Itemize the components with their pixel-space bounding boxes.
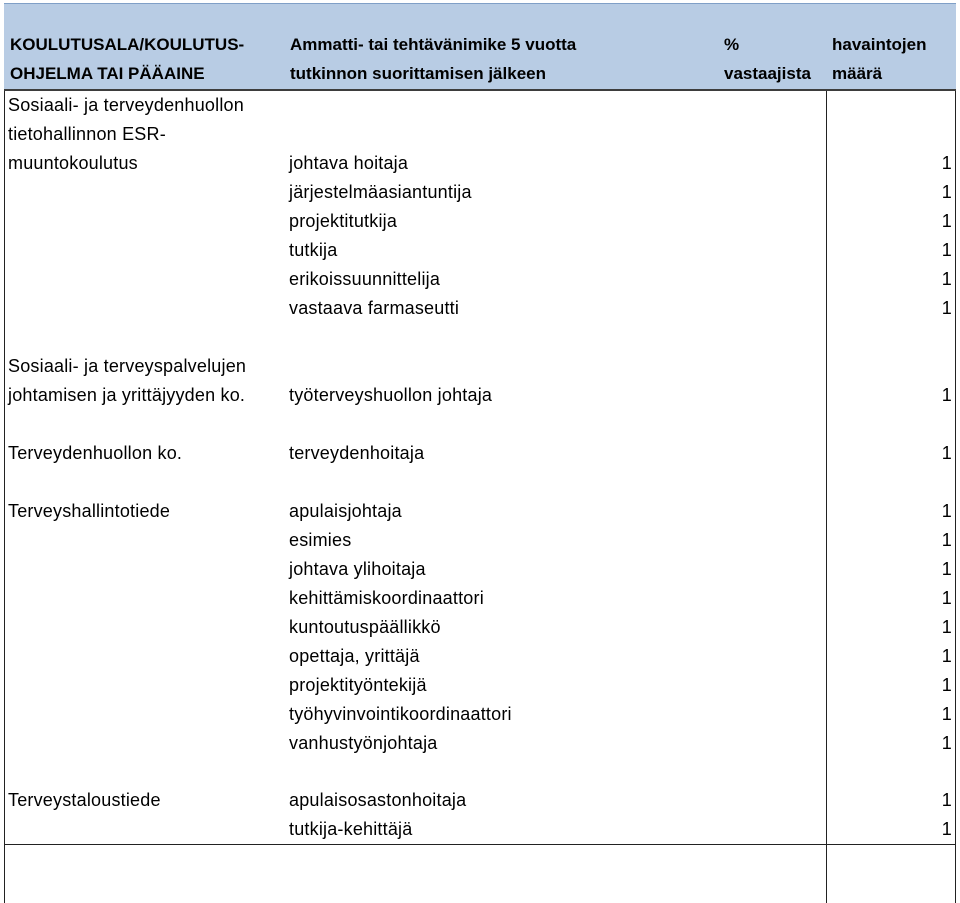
job-title: apulaisosastonhoitaja [289,790,467,810]
group-name-line: johtamisen ja yrittäjyyden ko. [8,385,246,405]
header-count [832,30,926,88]
job-title: työterveyshuollon johtaja [289,385,493,405]
job-title: kehittämiskoordinaattori [289,588,484,608]
job-title: projektitutkija [289,211,398,231]
header-job-title-line2: tutkinnon suorittamisen jälkeen [290,64,546,83]
count-value: 1 [941,153,952,173]
left-border [4,91,5,903]
job-title: tutkija [289,240,338,260]
header-count-line1: havaintojen [832,35,927,54]
count-value: 1 [941,385,952,405]
count-value: 1 [941,675,952,695]
job-title: esimies [289,530,352,550]
count-value: 1 [941,211,952,231]
right-border [955,91,956,903]
header-education-field-line2: OHJELMA TAI PÄÄAINE [10,64,205,83]
header-percent-line1: % [724,35,740,54]
job-title: kuntoutuspäällikkö [289,617,441,637]
count-value: 1 [941,790,952,810]
count-value: 1 [941,704,952,724]
job-title: tutkija-kehittäjä [289,819,413,839]
count-column-border [826,91,827,903]
header-count-line2: määrä [832,64,883,83]
count-value: 1 [941,501,952,521]
group-name-line: Terveyshallintotiede [8,501,171,521]
group-name-line: tietohallinnon ESR- [8,124,166,144]
group-name-line: Terveystaloustiede [8,790,161,810]
bottom-divider [4,844,956,845]
count-value: 1 [941,733,952,753]
count-value: 1 [941,588,952,608]
header-percent [724,30,811,88]
count-value: 1 [941,559,952,579]
count-value: 1 [941,646,952,666]
count-value: 1 [941,530,952,550]
job-title: järjestelmäasiantuntija [289,182,472,202]
job-title: erikoissuunnittelija [289,269,441,289]
header-job-title-line1: Ammatti- tai tehtävänimike 5 vuotta [290,35,577,54]
header-percent-line2: vastaajista [724,64,811,83]
job-title: johtava hoitaja [289,153,409,173]
job-title: opettaja, yrittäjä [289,646,420,666]
group-name-line: Terveydenhuollon ko. [8,443,183,463]
job-title: työhyvinvointikoordinaattori [289,704,512,724]
count-value: 1 [941,269,952,289]
count-value: 1 [941,443,952,463]
job-title: projektityöntekijä [289,675,427,695]
group-name-line: muuntokoulutus [8,153,138,173]
count-value: 1 [941,240,952,260]
table-header [4,3,956,90]
job-title: terveydenhoitaja [289,443,425,463]
group-name-line: Sosiaali- ja terveydenhuollon [8,95,244,115]
job-title: vanhustyönjohtaja [289,733,438,753]
job-title: vastaava farmaseutti [289,298,460,318]
job-title: apulaisjohtaja [289,501,402,521]
count-value: 1 [941,819,952,839]
group-name-line: Sosiaali- ja terveyspalvelujen [8,356,247,376]
count-value: 1 [941,617,952,637]
count-value: 1 [941,182,952,202]
job-title: johtava ylihoitaja [289,559,426,579]
header-job-title [290,30,576,88]
count-value: 1 [941,298,952,318]
header-education-field-line1: KOULUTUSALA/KOULUTUS- [10,35,245,54]
header-education-field [10,30,244,88]
